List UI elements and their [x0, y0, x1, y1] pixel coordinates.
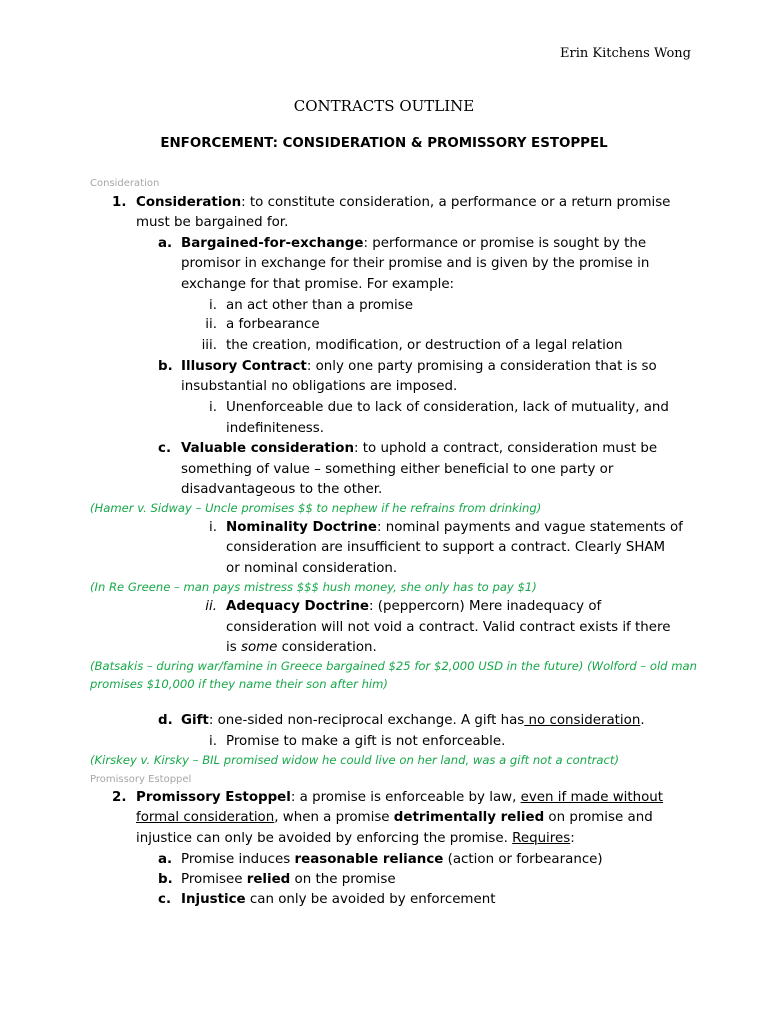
- case-note-batsakis-line-2: promises $10,000 if they name their son after him): [90, 677, 388, 691]
- item-1a-text: : performance or promise is sought by the: [363, 236, 647, 251]
- item-1c-sub-i-line-3: or nominal consideration.: [226, 561, 398, 576]
- underline-text: even if made without: [520, 790, 664, 805]
- document-title: CONTRACTS OUTLINE: [293, 97, 475, 115]
- item-2-term: Promissory Estoppel: [136, 790, 291, 805]
- text-part: : one-sided non-reciprocal exchange. A gift has: [208, 713, 525, 728]
- item-1a-line-2: promisor in exchange for their promise and is given by the promise in: [181, 256, 650, 271]
- underline-no-consideration: no consideration: [524, 713, 641, 728]
- item-1-line-2: must be bargained for.: [136, 215, 289, 230]
- case-note-hamer: (Hamer v. Sidway – Uncle promises $$ to nephew if he refrains from drinking): [90, 501, 542, 515]
- text-part: , when a promise: [274, 810, 394, 825]
- bold-detrimentally-relied: detrimentally relied: [393, 810, 545, 825]
- underline-requires: Requires: [512, 831, 571, 846]
- bold-term: reasonable reliance: [294, 852, 444, 867]
- item-1c-line-2: something of value – something either beneficial to one party or: [181, 462, 614, 477]
- item-2-line-3: [136, 829, 575, 849]
- text-part: on the promise: [290, 872, 396, 887]
- item-1c-term: Valuable consideration: [181, 441, 355, 456]
- adequacy-term: Adequacy Doctrine: [226, 599, 369, 614]
- item-2-line-2: [136, 808, 653, 828]
- item-1d-marker: d.: [158, 713, 173, 728]
- item-1c-marker: c.: [158, 441, 172, 456]
- emphasis-some: some: [240, 640, 278, 655]
- item-1-term: Consideration: [136, 195, 242, 210]
- text-part: (action or forbearance): [443, 852, 603, 867]
- section-label-consideration: Consideration: [90, 178, 160, 189]
- document-subtitle: ENFORCEMENT: CONSIDERATION & PROMISSORY ESTOPPEL: [160, 136, 608, 151]
- item-1b-sub-i-line-2: indefiniteness.: [226, 421, 325, 436]
- bold-term: Injustice: [181, 892, 246, 907]
- item-1a-line-3: exchange for that promise. For example:: [181, 277, 455, 292]
- sub-text: : nominal payments and vague statements of: [376, 520, 683, 535]
- item-1c-text: : to uphold a contract, consideration must be: [354, 441, 658, 456]
- underline-text: formal consideration: [136, 810, 275, 825]
- text-part: Promise induces: [181, 852, 295, 867]
- item-1c-line-3: disadvantageous to the other.: [181, 482, 383, 497]
- item-2-number: 2.: [112, 790, 127, 805]
- item-1a-term: Bargained-for-exchange: [181, 236, 364, 251]
- sub-marker: ii.: [205, 317, 217, 332]
- item-1c-sub-ii-line-2: consideration will not void a contract. Valid contract exists if there: [226, 620, 671, 635]
- sub-marker: i.: [209, 520, 217, 535]
- sub-text: Unenforceable due to lack of consideration, lack of mutuality, and: [226, 400, 669, 415]
- item-1b-term: Illusory Contract: [181, 359, 307, 374]
- sub-marker: i.: [209, 400, 217, 415]
- item-1c-sub-ii-line-3: [226, 638, 377, 658]
- sub-marker: iii.: [201, 338, 217, 353]
- item-1d-term: Gift: [181, 713, 209, 728]
- sub-text: an act other than a promise: [226, 298, 413, 313]
- item-1c-sub-i-line-2: consideration are insufficient to support a contract. Clearly SHAM: [226, 540, 666, 555]
- sub-marker: ii.: [205, 599, 217, 614]
- author-name: Erin Kitchens Wong: [560, 46, 691, 61]
- req-marker: c.: [158, 892, 172, 907]
- req-marker: a.: [158, 852, 173, 867]
- text-part: : a promise is enforceable by law,: [290, 790, 521, 805]
- case-note-kirskey: (Kirskey v. Kirsky – BIL promised widow he could live on her land, was a gift not a contract): [90, 753, 619, 767]
- text-part: consideration.: [277, 640, 377, 655]
- item-1b-marker: b.: [158, 359, 173, 374]
- item-1-number: 1.: [112, 195, 127, 210]
- req-marker: b.: [158, 872, 173, 887]
- sub-marker: i.: [209, 298, 217, 313]
- text-part: Promisee: [181, 872, 247, 887]
- sub-text: Promise to make a gift is not enforceable.: [226, 734, 506, 749]
- text-part: injustice can only be avoided by enforcing the promise.: [136, 831, 513, 846]
- text-part: is: [226, 640, 241, 655]
- item-1a-marker: a.: [158, 236, 173, 251]
- sub-text: the creation, modification, or destruction of a legal relation: [226, 338, 623, 353]
- text-part: on promise and: [544, 810, 653, 825]
- case-note-greene: (In Re Greene – man pays mistress $$$ hush money, she only has to pay $1): [90, 580, 537, 594]
- section-label-promissory-estoppel: Promissory Estoppel: [90, 774, 192, 785]
- sub-marker: i.: [209, 734, 217, 749]
- sub-text: : (peppercorn) Mere inadequacy of: [368, 599, 602, 614]
- nominality-term: Nominality Doctrine: [226, 520, 377, 535]
- item-1-text: : to constitute consideration, a performance or a return promise: [241, 195, 671, 210]
- sub-text: a forbearance: [226, 317, 320, 332]
- text-part: :: [570, 831, 575, 846]
- item-1b-line-2: insubstantial no obligations are imposed.: [181, 379, 458, 394]
- bold-term: relied: [246, 872, 291, 887]
- case-note-batsakis-line-1: (Batsakis – during war/famine in Greece bargained $25 for $2,000 USD in the future) (Wolford – old man: [90, 659, 697, 673]
- text-part: can only be avoided by enforcement: [245, 892, 496, 907]
- text-part: .: [640, 713, 645, 728]
- item-1b-text: : only one party promising a consideration that is so: [306, 359, 657, 374]
